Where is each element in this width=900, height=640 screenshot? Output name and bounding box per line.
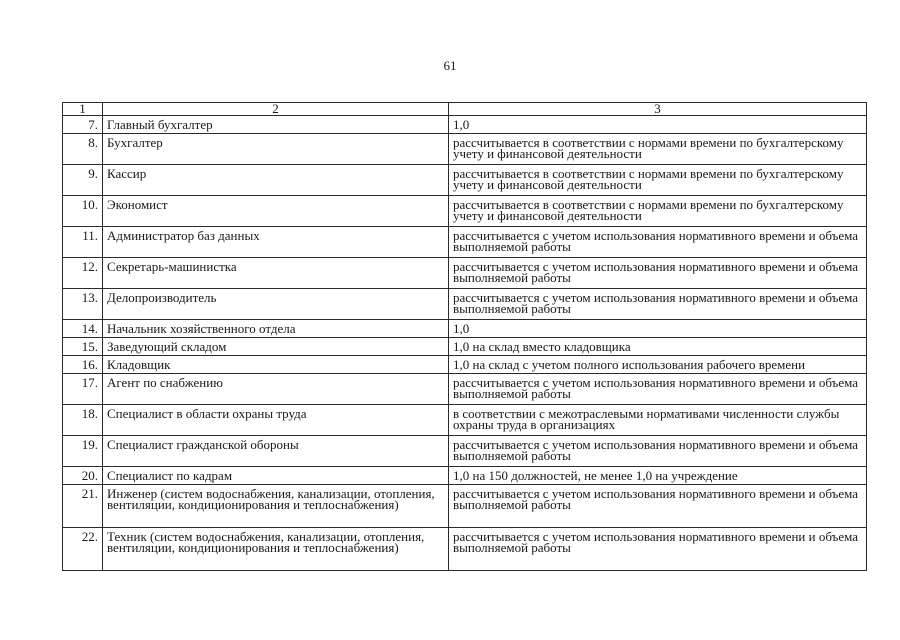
header-cell-3: 3 bbox=[449, 103, 867, 116]
position-name: Заведующий складом bbox=[103, 338, 449, 356]
table-row bbox=[63, 258, 867, 289]
table-row bbox=[63, 116, 867, 134]
position-name: Специалист по кадрам bbox=[103, 467, 449, 485]
table-row bbox=[63, 320, 867, 338]
table-row bbox=[63, 356, 867, 374]
row-number: 9. bbox=[63, 165, 103, 196]
header-cell-2: 2 bbox=[103, 103, 449, 116]
staffing-norm: рассчитывается с учетом использования нормативного времени и объема выполняемой работы bbox=[449, 289, 867, 320]
position-name: Секретарь-машинистка bbox=[103, 258, 449, 289]
row-number: 13. bbox=[63, 289, 103, 320]
row-number: 17. bbox=[63, 374, 103, 405]
row-number: 7. bbox=[63, 116, 103, 134]
staffing-norm: рассчитывается в соответствии с нормами времени по бухгалтерскому учету и финансовой деятельности bbox=[449, 134, 867, 165]
row-number: 15. bbox=[63, 338, 103, 356]
row-number: 10. bbox=[63, 196, 103, 227]
position-name: Главный бухгалтер bbox=[103, 116, 449, 134]
staffing-norm: 1,0 bbox=[449, 116, 867, 134]
table-row bbox=[63, 405, 867, 436]
staffing-norm: рассчитывается с учетом использования нормативного времени и объема выполняемой работы bbox=[449, 374, 867, 405]
table-row bbox=[63, 134, 867, 165]
staffing-norm: рассчитывается с учетом использования нормативного времени и объема выполняемой работы bbox=[449, 227, 867, 258]
table-row bbox=[63, 165, 867, 196]
staffing-norm: 1,0 bbox=[449, 320, 867, 338]
row-number: 22. bbox=[63, 528, 103, 571]
position-name: Специалист гражданской обороны bbox=[103, 436, 449, 467]
table-row bbox=[63, 485, 867, 528]
staffing-norm: 1,0 на склад с учетом полного использования рабочего времени bbox=[449, 356, 867, 374]
position-name: Делопроизводитель bbox=[103, 289, 449, 320]
position-name: Инженер (систем водоснабжения, канализации, отопления, вентиляции, кондиционирования и теплоснабжения) bbox=[103, 485, 449, 528]
staffing-norm: рассчитывается с учетом использования нормативного времени и объема выполняемой работы bbox=[449, 485, 867, 528]
position-name: Начальник хозяйственного отдела bbox=[103, 320, 449, 338]
row-number: 11. bbox=[63, 227, 103, 258]
staffing-norm: рассчитывается с учетом использования нормативного времени и объема выполняемой работы bbox=[449, 436, 867, 467]
table-row bbox=[63, 436, 867, 467]
row-number: 14. bbox=[63, 320, 103, 338]
row-number: 21. bbox=[63, 485, 103, 528]
table-row bbox=[63, 196, 867, 227]
table-header-row bbox=[63, 103, 867, 116]
table-row bbox=[63, 467, 867, 485]
row-number: 18. bbox=[63, 405, 103, 436]
position-name: Экономист bbox=[103, 196, 449, 227]
table-row bbox=[63, 289, 867, 320]
position-name: Агент по снабжению bbox=[103, 374, 449, 405]
position-name: Администратор баз данных bbox=[103, 227, 449, 258]
staffing-norms-table bbox=[62, 102, 867, 571]
position-name: Бухгалтер bbox=[103, 134, 449, 165]
page-number: 61 bbox=[443, 58, 457, 73]
staffing-norm: 1,0 на 150 должностей, не менее 1,0 на учреждение bbox=[449, 467, 867, 485]
table-row bbox=[63, 338, 867, 356]
staffing-norm: рассчитывается в соответствии с нормами времени по бухгалтерскому учету и финансовой деятельности bbox=[449, 196, 867, 227]
position-name: Кассир bbox=[103, 165, 449, 196]
staffing-norm: 1,0 на склад вместо кладовщика bbox=[449, 338, 867, 356]
header-cell-1: 1 bbox=[63, 103, 103, 116]
row-number: 16. bbox=[63, 356, 103, 374]
staffing-norm: рассчитывается в соответствии с нормами времени по бухгалтерскому учету и финансовой деятельности bbox=[449, 165, 867, 196]
row-number: 20. bbox=[63, 467, 103, 485]
staffing-norm: рассчитывается с учетом использования нормативного времени и объема выполняемой работы bbox=[449, 258, 867, 289]
row-number: 8. bbox=[63, 134, 103, 165]
position-name: Специалист в области охраны труда bbox=[103, 405, 449, 436]
row-number: 19. bbox=[63, 436, 103, 467]
staffing-norm: в соответствии с межотраслевыми нормативами численности службы охраны труда в организациях bbox=[449, 405, 867, 436]
table-row bbox=[63, 227, 867, 258]
row-number: 12. bbox=[63, 258, 103, 289]
staffing-norm: рассчитывается с учетом использования нормативного времени и объема выполняемой работы bbox=[449, 528, 867, 571]
position-name: Кладовщик bbox=[103, 356, 449, 374]
table-row bbox=[63, 374, 867, 405]
position-name: Техник (систем водоснабжения, канализации, отопления, вентиляции, кондиционирования и теплоснабжения) bbox=[103, 528, 449, 571]
table-row bbox=[63, 528, 867, 571]
